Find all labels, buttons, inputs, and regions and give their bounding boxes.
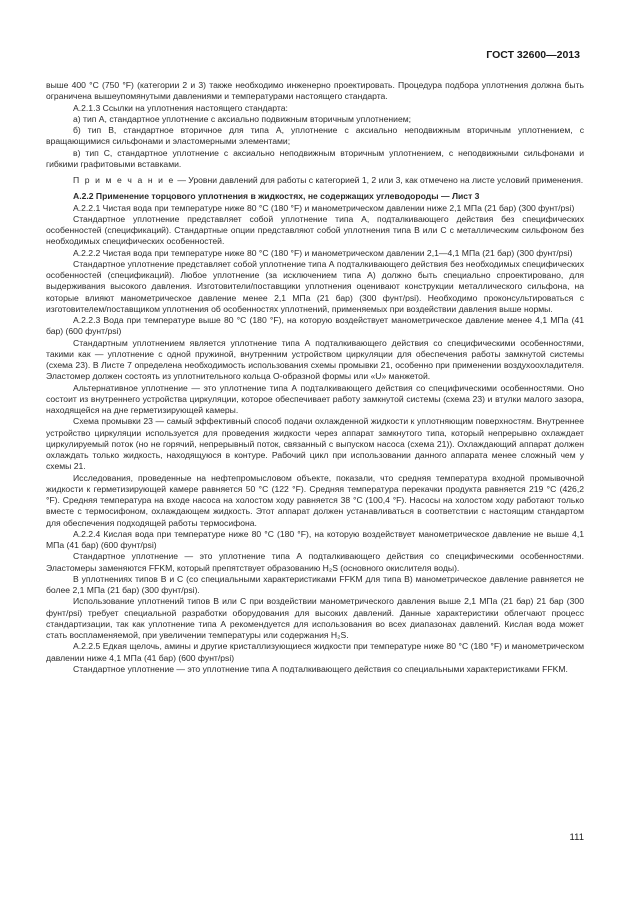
list-item: а) тип А, стандартное уплотнение с аксиально подвижным вторичным уплотнением;: [73, 113, 412, 124]
paragraph: Альтернативное уплотнение — это уплотнение типа А подталкивающего действия со специфическими особенностями. Оно состоит из внутреннего устройства циркуляции, которое обеспечивает работу замкнутой системы (схема 23) и втулки малого зазора, находящейся на дне герметизирующей камеры.: [46, 382, 584, 415]
paragraph: Стандартное уплотнение представляет собой уплотнение типа А, подталкивающего действия без специфических особенностей (спецификаций). Стандартные опции представляют собой уплотнения типа В или С с металлическим сильфоном без необходимых специфических особенностей.: [46, 213, 584, 247]
paragraph: Схема промывки 23 — самый эффективный способ подачи охлажденной жидкости к уплотняющим поверхностям. Внутреннее устройство циркуляции используется для проведения жидкости через аппарат замкнутого типа, который непрерывно охлаждает циркулируемый поток (но не горячий, непрерывный поток, связанный с выпуском насоса (схема 21)). Охлаждающий аппарат должен охлаждать только жидкость, находящуюся в контуре. Рабочий цикл при использовании данного аппарата менее сложный чем у схемы 21.: [46, 416, 584, 472]
paragraph: Стандартное уплотнение — это уплотнение типа А подталкивающего действия со специальными характеристиками FFKM.: [73, 663, 568, 674]
note-text: — Уровни давлений для работы с категорией 1, 2 или 3, как отмечено на листе условий применения.: [177, 175, 584, 185]
note: [46, 175, 584, 186]
standard-header: ГОСТ 32600—2013: [486, 49, 580, 61]
paragraph: Стандартное уплотнение — это уплотнение типа А подталкивающего действия со специфическими особенностями. Эластомеры заменяются FFKM, который препятствует образованию H₂S (основного окислителя воды).: [46, 551, 584, 573]
paragraph: В уплотнениях типов В и С (со специальными характеристиками FFKM для типа В) манометрическое давление равняется не более 2,1 МПа (21 бар) (300 фунт/psi).: [46, 573, 584, 595]
list-item: б) тип В, стандартное вторичное для типа А, уплотнение с аксиально неподвижным вторичным уплотнением, с вращающимися сильфонами и эластомерными элементами;: [46, 125, 584, 147]
paragraph: A.2.1.3 Ссылки на уплотнения настоящего стандарта:: [73, 102, 288, 113]
paragraph: Использование уплотнений типов В или С при воздействии манометрического давления выше 2,1 МПа (21 бар) 21 бар (300 фунт/psi) требует специальной разработки оборудования для высоких давлений. Данные характеристики облегчают процесс стандартизации, так как уплотнение типа А рекомендуется для использования во всех диапазонах давлений. Кислая вода может стать воспламеняемой, при увеличении температуры или содержания H₂S.: [46, 596, 584, 640]
list-item: в) тип С, стандартное уплотнение с аксиально неподвижным вторичным уплотнением, с неподвижными сильфонами и гибкими графитовыми вставками.: [46, 147, 584, 169]
paragraph: выше 400 °С (750 °F) (категории 2 и 3) также необходимо инженерно проектировать. Процедура подбора уплотнения должна быть ограничена вышеупомянутыми давлениями и температурами настоящего стандарта.: [46, 80, 584, 102]
paragraph: А.2.2.1 Чистая вода при температуре ниже 80 °С (180 °F) и манометрическом давлении ниже 2,1 МПа (21 бар) (300 фунт/psi): [73, 202, 575, 213]
document-body: [46, 80, 584, 675]
section-title: А.2.2 Применение торцового уплотнения в жидкостях, не содержащих углеводороды — Лист 3: [73, 191, 480, 202]
paragraph: А.2.2.2 Чистая вода при температуре ниже 80 °С (180 °F) и манометрическом давлении 2,1—4,1 МПа (21 бар) (300 фунт/psi): [73, 247, 573, 258]
paragraph: А.2.2.3 Вода при температуре выше 80 °С (180 °F), на которую воздействует манометрическое давление менее 4,1 МПа (41 бар) (600 фунт/psi): [46, 315, 584, 337]
page-number: 111: [569, 832, 584, 843]
paragraph: Стандартным уплотнением является уплотнение типа А подталкивающего действия со специфическими особенностями, такими как — уплотнение с одной пружиной, внутренним устройством циркуляции для обеспечения работы замкнутой системы (схема 23). В Листе 7 определена необходимость использования схемы промывки 21, особенно при применении воздухоохладителя. Эластомер должен состоять из уплотнительного кольца О-образной формы или «U» манжетой.: [46, 337, 584, 382]
paragraph: Стандартное уплотнение представляет собой уплотнение типа А подталкивающего действия без необходимых специфических особенностей (спецификаций). Любое уплотнение (за исключением типа А) должно быть специально спроектировано, для выдерживания высокого давления. Изготовители/поставщики уплотнения оценивают конструкции металлического сильфона, на которые влияют манометрическое давление менее 2,1 МПа (21 бар) (300 фунт/psi). Необходимо проконсультироваться с изготовителем/поставщиком уплотнения об особенностях уплотнений, применяемых при воздействии давления выше нормы.: [46, 258, 584, 314]
paragraph: А.2.2.4 Кислая вода при температуре ниже 80 °С (180 °F), на которую воздействует манометрическое давление не выше 4,1 МПа (41 бар) (600 фунт/psi): [46, 528, 584, 550]
note-label: П р и м е ч а н и е: [73, 175, 175, 185]
paragraph: Исследования, проведенные на нефтепромысловом объекте, показали, что средняя температура входной промывочной жидкости к герметизирующей камере равняется 50 °С (122 °F). Средняя температура перекачки продукта равняется 219 °С (426,2 °F). Средняя температура на входе насоса на холостом ходу равняется 38 °С (100,4 °F). Насосы на холостом ходу работают только вместе с термосифоном, охлаждающем жидкость. Этот аппарат должен устанавливаться в соответствии с настоящим стандартом для обеспечения подходящей работы термосифона.: [46, 472, 584, 528]
paragraph: А.2.2.5 Едкая щелочь, амины и другие кристаллизующиеся жидкости при температуре ниже 80 °С (180 °F) и манометрическом давлении ниже 4,1 МПа (41 бар) (600 фунт/psi): [46, 641, 584, 663]
